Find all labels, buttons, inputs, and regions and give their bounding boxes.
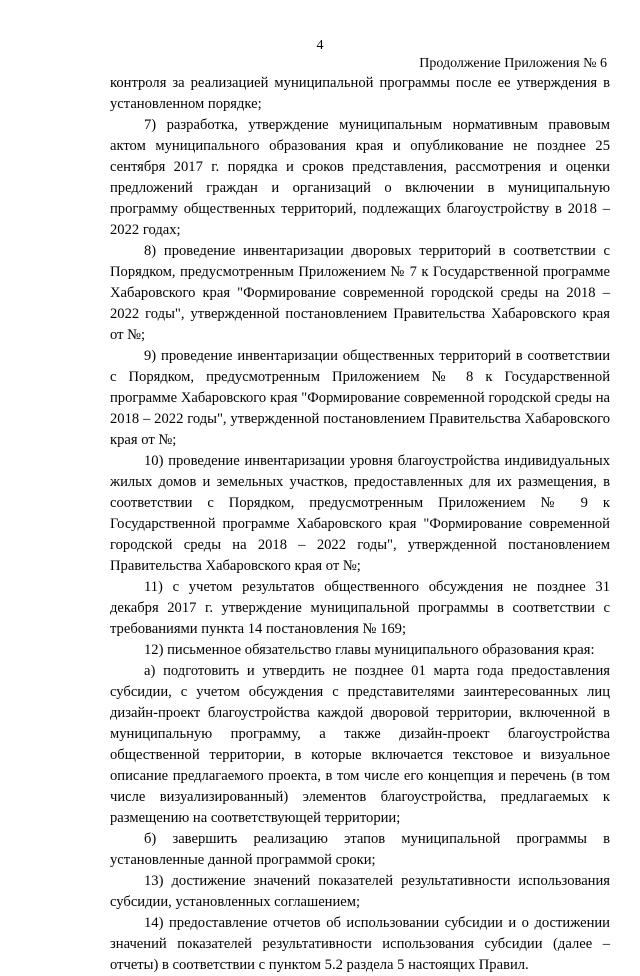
paragraph-item-12b: б) завершить реализацию этапов муниципальной программы в установленные данной программой сроки; <box>110 831 610 868</box>
paragraph-item-13: 13) достижение значений показателей результативности использования субсидии, установленных соглашением; <box>110 873 610 910</box>
paragraph-continuation: контроля за реализацией муниципальной программы после ее утверждения в установленном порядке; <box>110 75 610 112</box>
paragraph-item-7: 7) разработка, утверждение муниципальным нормативным правовым актом муниципального образования края и опубликование не позднее 25 сентября 2017 г. порядка и сроков представления, рассмотрения и оценки предложений граждан и организаций о включении в муниципальную программу общественных территорий, подлежащих благоустройству в 2018 – 2022 годах; <box>110 117 610 238</box>
paragraph-item-12: 12) письменное обязательство главы муниципального образования края: <box>144 642 595 658</box>
paragraph-item-11: 11) с учетом результатов общественного обсуждения не позднее 31 декабря 2017 г. утверждение муниципальной программы в соответствии с требованиями пункта 14 постановления № 169; <box>110 579 610 637</box>
paragraph-item-12a: а) подготовить и утвердить не позднее 01 марта года предоставления субсидии, с учетом обсуждения с представителями заинтересованных лиц дизайн-проект благоустройства каждой дворовой территории, включенной в муниципальную программу, а также дизайн-проект благоустройства общественной территории, в которые включается текстовое и визуальное описание предлагаемого проекта, в том числе его концепция и перечень (в том числе визуализированный) элементов благоустройства, предлагаемых к размещению на соответствующей территории; <box>110 663 610 826</box>
paragraph-item-14: 14) предоставление отчетов об использовании субсидии и о достижении значений показателей результативности использования субсидии (далее – отчеты) в соответствии с пунктом 5.2 раздела 5 настоящих Правил. <box>110 915 610 973</box>
paragraph-item-10: 10) проведение инвентаризации уровня благоустройства индивидуальных жилых домов и земельных участков, предоставленных для их размещения, в соответствии с Порядком, предусмотренным Приложением № 9 к Государственной программе Хабаровского края "Формирование современной городской среды на 2018 – 2022 годы", утвержденной постановлением Правительства Хабаровского края от №; <box>110 453 610 574</box>
paragraph-item-9: 9) проведение инвентаризации общественных территорий в соответствии с Порядком, предусмотренным Приложением № 8 к Государственной программе Хабаровского края "Формирование современной городской среды на 2018 – 2022 годы", утвержденной постановлением Правительства Хабаровского края от №; <box>110 348 610 448</box>
document-body <box>110 73 610 976</box>
page-number: 4 <box>316 38 324 53</box>
appendix-label: Продолжение Приложения № 6 <box>419 56 607 71</box>
paragraph-item-8: 8) проведение инвентаризации дворовых территорий в соответствии с Порядком, предусмотренным Приложением № 7 к Государственной программе Хабаровского края "Формирование современной городской среды на 2018 – 2022 годы", утвержденной постановлением Правительства Хабаровского края от №; <box>110 243 610 343</box>
